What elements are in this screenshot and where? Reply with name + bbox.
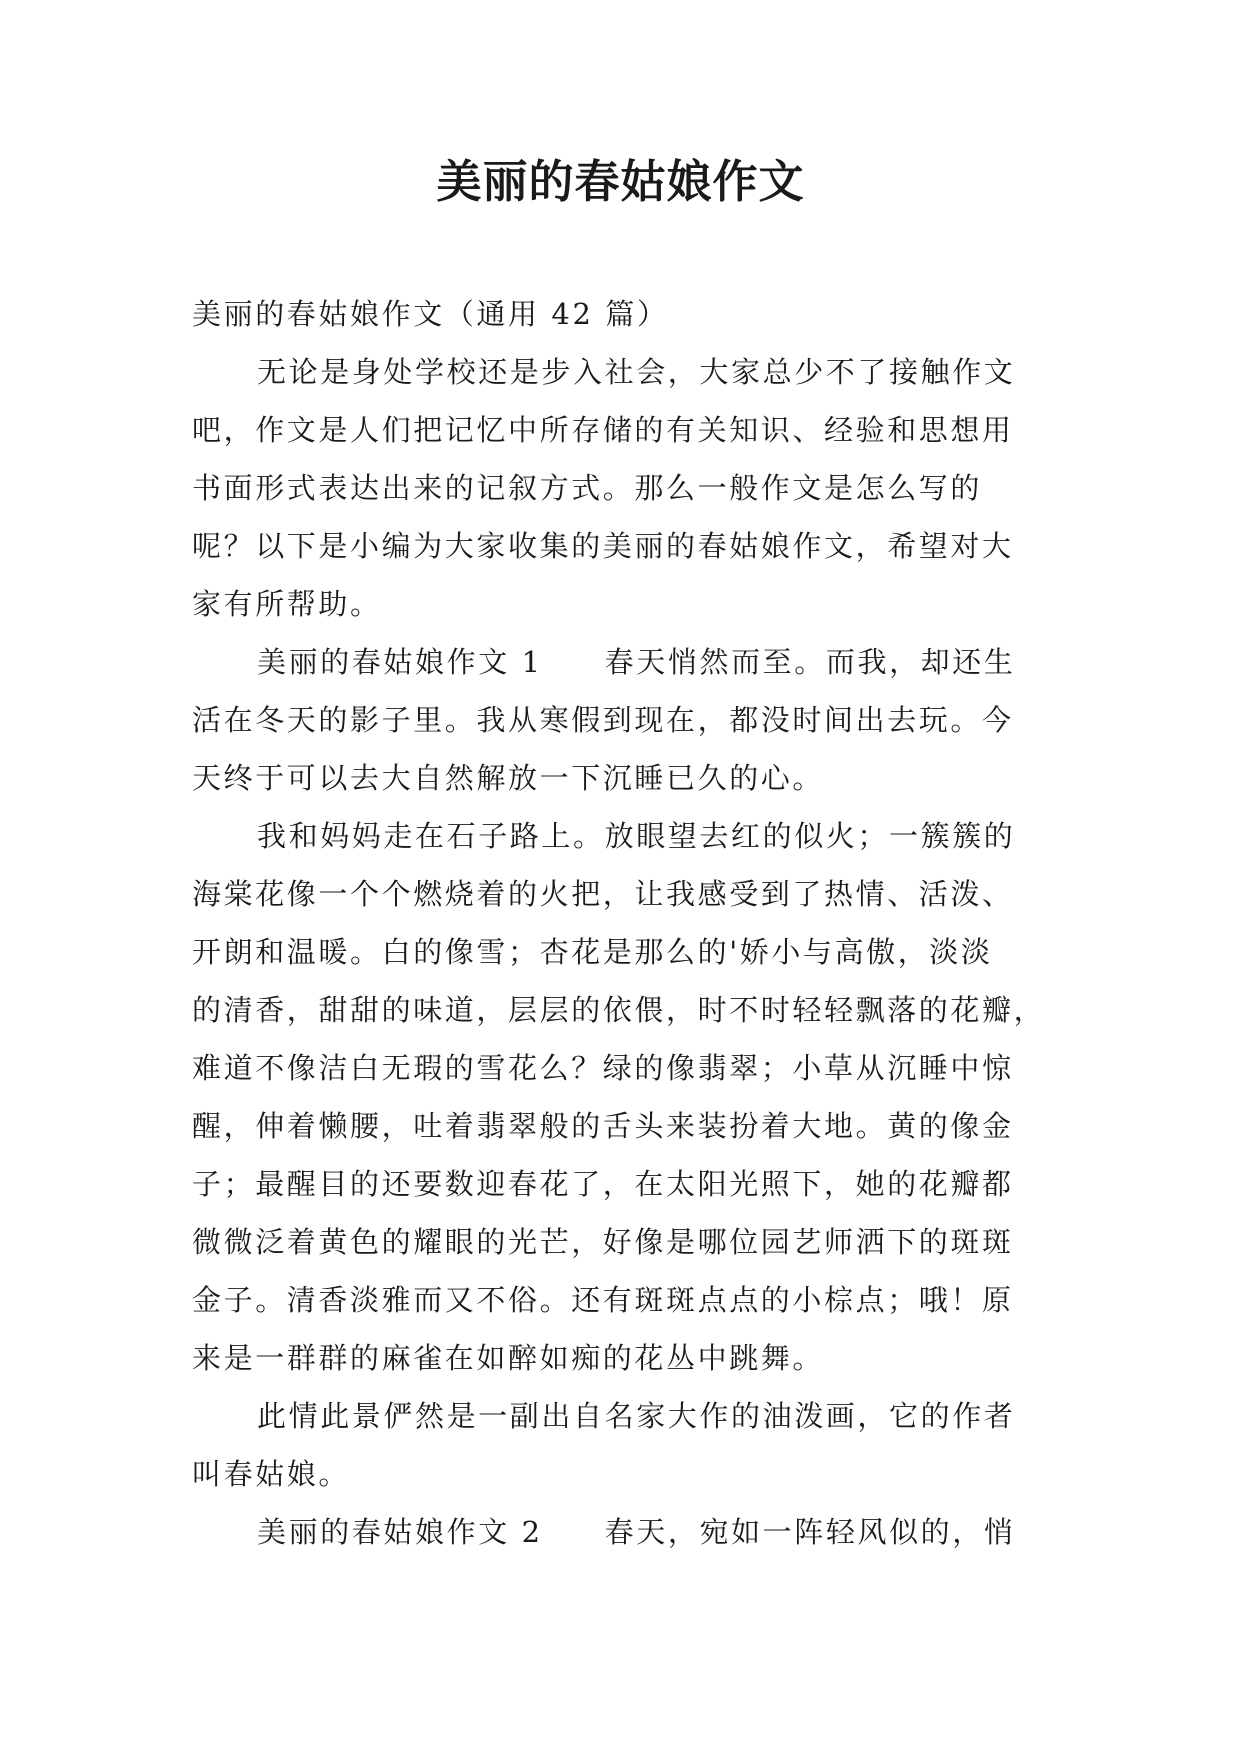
paragraph-line: 叫春姑娘。 xyxy=(192,1457,351,1491)
paragraph-line: 吧，作文是人们把记忆中所存储的有关知识、经验和思想用 xyxy=(192,413,1014,447)
paragraph-line: 家有所帮助。 xyxy=(192,587,382,621)
essay-1-heading: 美丽的春姑娘作文 1 xyxy=(257,645,543,679)
paragraph-line: 天终于可以去大自然解放一下沉睡已久的心。 xyxy=(192,761,825,795)
paragraph-line: 活在冬天的影子里。我从寒假到现在，都没时间出去玩。今 xyxy=(192,703,1014,737)
paragraph-line: 此情此景俨然是一副出自名家大作的油泼画，它的作者 xyxy=(257,1399,1016,1433)
essay-2-heading: 美丽的春姑娘作文 2 xyxy=(257,1515,543,1549)
subtitle-line: 美丽的春姑娘作文（通用 42 篇） xyxy=(192,297,669,331)
paragraph-line: 开朗和温暖。白的像雪；杏花是那么的'娇小与高傲，淡淡 xyxy=(192,935,993,969)
essay-1-opening: 春天悄然而至。而我，却还生 xyxy=(604,645,1016,679)
paragraph-line: 的清香，甜甜的味道，层层的依偎，时不时轻轻飘落的花瓣， xyxy=(192,993,1046,1027)
paragraph-line: 海棠花像一个个燃烧着的火把，让我感受到了热情、活泼、 xyxy=(192,877,1014,911)
paragraph-line: 金子。清香淡雅而又不俗。还有斑斑点点的小棕点；哦！原 xyxy=(192,1283,1014,1317)
paragraph-line: 书面形式表达出来的记叙方式。那么一般作文是怎么写的 xyxy=(192,471,983,505)
paragraph-line: 微微泛着黄色的耀眼的光芒，好像是哪位园艺师洒下的斑斑 xyxy=(192,1225,1014,1259)
paragraph-line: 难道不像洁白无瑕的雪花么？绿的像翡翠；小草从沉睡中惊 xyxy=(192,1051,1014,1085)
paragraph-line: 无论是身处学校还是步入社会，大家总少不了接触作文 xyxy=(257,355,1016,389)
document-body xyxy=(192,285,1052,1561)
paragraph-line: 来是一群群的麻雀在如醉如痴的花丛中跳舞。 xyxy=(192,1341,825,1375)
document-title: 美丽的春姑娘作文 xyxy=(436,155,805,208)
paragraph-line: 子；最醒目的还要数迎春花了，在太阳光照下，她的花瓣都 xyxy=(192,1167,1014,1201)
paragraph-line: 呢？以下是小编为大家收集的美丽的春姑娘作文，希望对大 xyxy=(192,529,1014,563)
essay-heading-line xyxy=(192,633,1052,691)
essay-2-opening: 春天，宛如一阵轻风似的，悄 xyxy=(604,1515,1016,1549)
paragraph-line: 醒，伸着懒腰，吐着翡翠般的舌头来装扮着大地。黄的像金 xyxy=(192,1109,1014,1143)
paragraph-line: 我和妈妈走在石子路上。放眼望去红的似火；一簇簇的 xyxy=(257,819,1016,853)
essay-heading-line xyxy=(192,1503,1052,1561)
